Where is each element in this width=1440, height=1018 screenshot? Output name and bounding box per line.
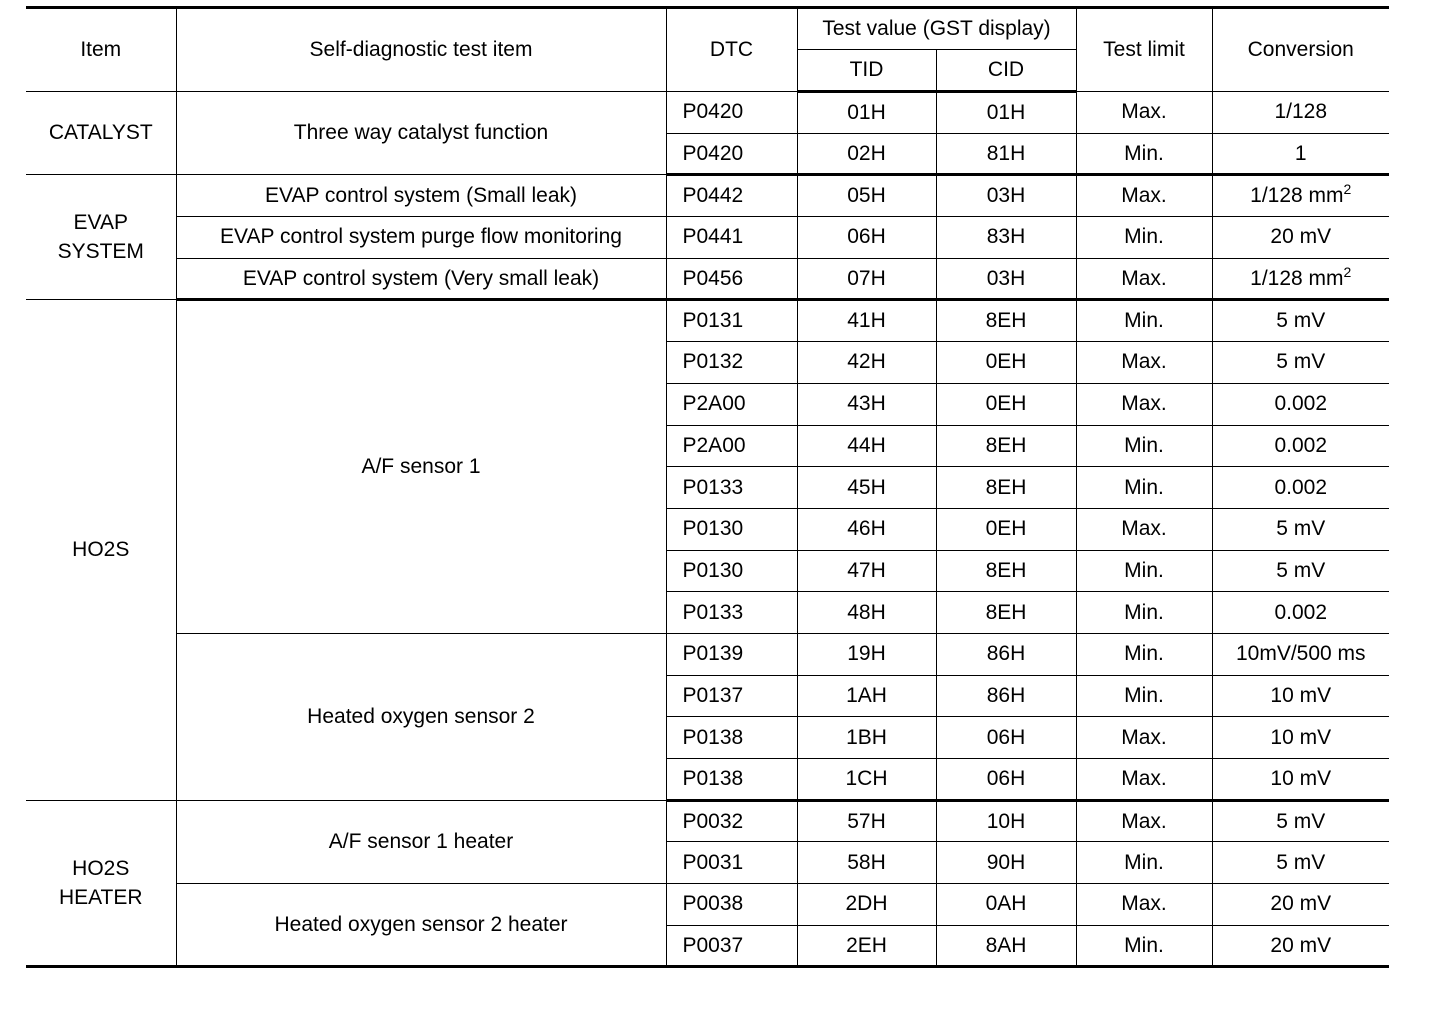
tid-cell: 46H	[797, 508, 936, 550]
cid-cell: 10H	[936, 800, 1076, 842]
cid-cell: 86H	[936, 633, 1076, 675]
cid-cell: 81H	[936, 133, 1076, 175]
cid-cell: 0EH	[936, 342, 1076, 384]
dtc-cell: P0137	[666, 675, 797, 717]
tid-cell: 06H	[797, 217, 936, 259]
limit-cell: Max.	[1076, 258, 1212, 300]
table-row	[26, 800, 1389, 842]
tid-cell: 58H	[797, 842, 936, 884]
tid-cell: 42H	[797, 342, 936, 384]
test-heated-o2-sensor2: Heated oxygen sensor 2	[176, 633, 666, 800]
dtc-cell: P0138	[666, 717, 797, 759]
table-row	[26, 300, 1389, 342]
limit-cell: Min.	[1076, 925, 1212, 967]
cid-cell: 8EH	[936, 592, 1076, 634]
limit-cell: Min.	[1076, 133, 1212, 175]
limit-cell: Min.	[1076, 425, 1212, 467]
test-evap-very-small: EVAP control system (Very small leak)	[176, 258, 666, 300]
cid-cell: 03H	[936, 258, 1076, 300]
item-evap-system	[26, 175, 176, 300]
tid-cell: 57H	[797, 800, 936, 842]
cid-cell: 8EH	[936, 467, 1076, 509]
cid-cell: 03H	[936, 175, 1076, 217]
test-af-sensor1: A/F sensor 1	[176, 300, 666, 634]
cid-cell: 83H	[936, 217, 1076, 259]
tid-cell: 05H	[797, 175, 936, 217]
table-row	[26, 884, 1389, 926]
tid-cell: 48H	[797, 592, 936, 634]
conversion-cell: 5 mV	[1212, 300, 1389, 342]
limit-cell: Max.	[1076, 508, 1212, 550]
dtc-cell: P2A00	[666, 425, 797, 467]
conversion-cell: 0.002	[1212, 425, 1389, 467]
unit-mm: 1/128 mm	[1250, 184, 1344, 208]
limit-cell: Max.	[1076, 800, 1212, 842]
conversion-cell: 20 mV	[1212, 217, 1389, 259]
conversion-cell: 0.002	[1212, 467, 1389, 509]
conversion-cell: 1/128	[1212, 92, 1389, 134]
cid-cell: 86H	[936, 675, 1076, 717]
cid-cell: 0EH	[936, 383, 1076, 425]
dtc-cell: P0133	[666, 592, 797, 634]
cid-cell: 0EH	[936, 508, 1076, 550]
dtc-cell: P0442	[666, 175, 797, 217]
conversion-cell	[1212, 175, 1389, 217]
header-item: Item	[26, 8, 176, 92]
conversion-cell: 5 mV	[1212, 800, 1389, 842]
test-heated-o2-sensor2-heater: Heated oxygen sensor 2 heater	[176, 884, 666, 967]
limit-cell: Min.	[1076, 592, 1212, 634]
test-evap-purge: EVAP control system purge flow monitoring	[176, 217, 666, 259]
header-dtc: DTC	[666, 8, 797, 92]
diagnostic-test-table	[26, 6, 1389, 968]
item-ho2s: HO2S	[26, 300, 176, 800]
dtc-cell: P0037	[666, 925, 797, 967]
cid-cell: 8EH	[936, 425, 1076, 467]
limit-cell: Max.	[1076, 342, 1212, 384]
conversion-cell: 10 mV	[1212, 759, 1389, 801]
header-conversion: Conversion	[1212, 8, 1389, 92]
tid-cell: 44H	[797, 425, 936, 467]
dtc-cell: P0130	[666, 550, 797, 592]
cid-cell: 01H	[936, 92, 1076, 134]
limit-cell: Min.	[1076, 300, 1212, 342]
dtc-cell: P0032	[666, 800, 797, 842]
dtc-cell: P0130	[666, 508, 797, 550]
item-catalyst: CATALYST	[26, 92, 176, 175]
tid-cell: 45H	[797, 467, 936, 509]
limit-cell: Min.	[1076, 675, 1212, 717]
limit-cell: Min.	[1076, 550, 1212, 592]
table-row	[26, 217, 1389, 259]
tid-cell: 2EH	[797, 925, 936, 967]
cid-cell: 8AH	[936, 925, 1076, 967]
dtc-cell: P0031	[666, 842, 797, 884]
conversion-cell	[1212, 258, 1389, 300]
conversion-cell: 10mV/500 ms	[1212, 633, 1389, 675]
limit-cell: Min.	[1076, 633, 1212, 675]
tid-cell: 41H	[797, 300, 936, 342]
limit-cell: Max.	[1076, 92, 1212, 134]
table-row	[26, 633, 1389, 675]
conversion-cell: 20 mV	[1212, 884, 1389, 926]
conversion-cell: 5 mV	[1212, 842, 1389, 884]
cid-cell: 90H	[936, 842, 1076, 884]
unit-mm: 1/128 mm	[1250, 266, 1344, 290]
unit-superscript: 2	[1343, 181, 1352, 198]
table-row	[26, 92, 1389, 134]
dtc-cell: P0456	[666, 258, 797, 300]
item-ho2s-heater	[26, 800, 176, 967]
cid-cell: 06H	[936, 759, 1076, 801]
cid-cell: 8EH	[936, 300, 1076, 342]
limit-cell: Max.	[1076, 175, 1212, 217]
dtc-cell: P2A00	[666, 383, 797, 425]
tid-cell: 1BH	[797, 717, 936, 759]
test-three-way: Three way catalyst function	[176, 92, 666, 175]
header-test-value: Test value (GST display)	[797, 8, 1076, 50]
dtc-cell: P0133	[666, 467, 797, 509]
limit-cell: Max.	[1076, 759, 1212, 801]
conversion-cell: 0.002	[1212, 592, 1389, 634]
tid-cell: 2DH	[797, 884, 936, 926]
conversion-cell: 5 mV	[1212, 508, 1389, 550]
item-ho2s-heater-line1: HO2S	[72, 857, 130, 881]
test-af-sensor1-heater: A/F sensor 1 heater	[176, 800, 666, 883]
tid-cell: 02H	[797, 133, 936, 175]
conversion-cell: 0.002	[1212, 383, 1389, 425]
dtc-cell: P0131	[666, 300, 797, 342]
tid-cell: 01H	[797, 92, 936, 134]
item-evap-line1: EVAP	[73, 211, 128, 235]
item-ho2s-heater-line2: HEATER	[58, 886, 143, 910]
table-row	[26, 258, 1389, 300]
tid-cell: 1CH	[797, 759, 936, 801]
tid-cell: 19H	[797, 633, 936, 675]
limit-cell: Max.	[1076, 717, 1212, 759]
dtc-cell: P0139	[666, 633, 797, 675]
dtc-cell: P0420	[666, 92, 797, 134]
header-cid: CID	[936, 50, 1076, 92]
tid-cell: 1AH	[797, 675, 936, 717]
limit-cell: Min.	[1076, 842, 1212, 884]
cid-cell: 0AH	[936, 884, 1076, 926]
tid-cell: 43H	[797, 383, 936, 425]
header-tid: TID	[797, 50, 936, 92]
limit-cell: Min.	[1076, 467, 1212, 509]
limit-cell: Min.	[1076, 217, 1212, 259]
item-evap-line2: SYSTEM	[57, 240, 144, 264]
header-self-diagnostic: Self-diagnostic test item	[176, 8, 666, 92]
header-test-limit: Test limit	[1076, 8, 1212, 92]
conversion-cell: 20 mV	[1212, 925, 1389, 967]
table-row	[26, 175, 1389, 217]
conversion-cell: 5 mV	[1212, 550, 1389, 592]
dtc-cell: P0420	[666, 133, 797, 175]
limit-cell: Max.	[1076, 884, 1212, 926]
test-evap-small: EVAP control system (Small leak)	[176, 175, 666, 217]
conversion-cell: 10 mV	[1212, 675, 1389, 717]
unit-superscript: 2	[1343, 263, 1352, 280]
dtc-cell: P0441	[666, 217, 797, 259]
cid-cell: 06H	[936, 717, 1076, 759]
dtc-cell: P0132	[666, 342, 797, 384]
limit-cell: Max.	[1076, 383, 1212, 425]
conversion-cell: 5 mV	[1212, 342, 1389, 384]
dtc-cell: P0038	[666, 884, 797, 926]
conversion-cell: 10 mV	[1212, 717, 1389, 759]
conversion-cell: 1	[1212, 133, 1389, 175]
tid-cell: 47H	[797, 550, 936, 592]
dtc-cell: P0138	[666, 759, 797, 801]
tid-cell: 07H	[797, 258, 936, 300]
cid-cell: 8EH	[936, 550, 1076, 592]
